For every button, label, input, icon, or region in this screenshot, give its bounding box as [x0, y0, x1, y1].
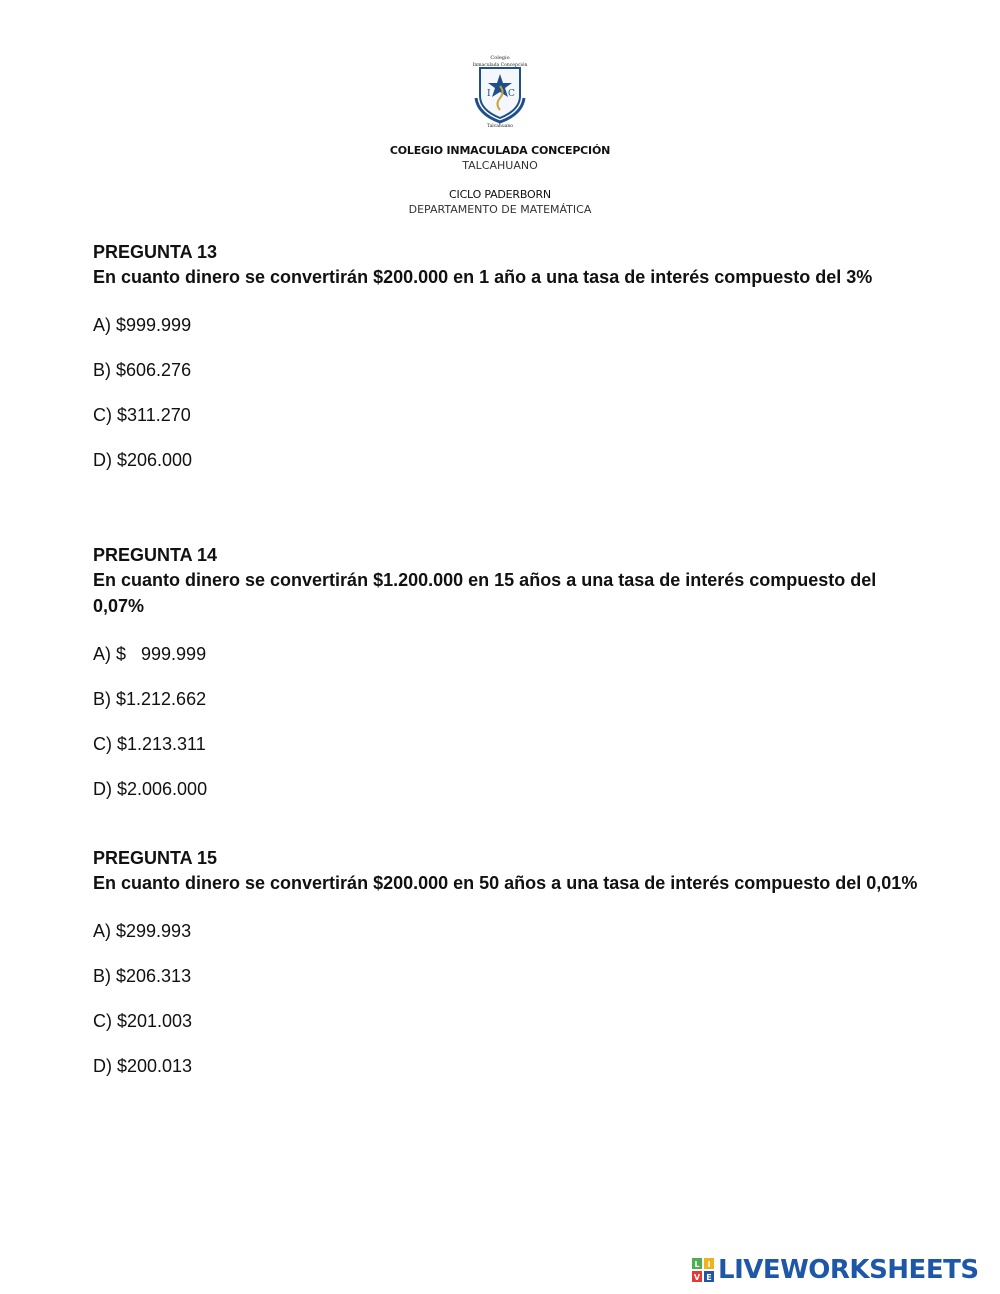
answer-option-b[interactable]: B) $206.313: [93, 966, 192, 986]
answer-option-a[interactable]: A) $999.999: [93, 315, 192, 335]
question-title: PREGUNTA 15: [93, 848, 218, 868]
answer-options: [93, 314, 923, 471]
svg-text:I: I: [487, 89, 491, 99]
liveworksheets-brand: [692, 1253, 979, 1287]
department-name: DEPARTAMENTO DE MATEMÁTICA: [408, 203, 592, 216]
answer-option-c[interactable]: C) $1.213.311: [93, 734, 206, 754]
svg-text:E: E: [706, 1273, 712, 1282]
svg-text:I: I: [707, 1260, 711, 1269]
answer-option-a[interactable]: A) $299.993: [93, 921, 192, 941]
question-13: [93, 240, 923, 494]
answer-option-b[interactable]: B) $1.212.662: [93, 689, 207, 709]
svg-text:Inmaculada Concepción: Inmaculada Concepción: [472, 63, 528, 68]
question-title: PREGUNTA 14: [93, 545, 218, 565]
document-header: [0, 52, 1000, 216]
school-city: TALCAHUANO: [462, 159, 538, 172]
answer-option-c[interactable]: C) $201.003: [93, 1011, 193, 1031]
question-text: En cuanto dinero se convertirán $1.200.000 en 15 años a una tasa de interés compuesto del 0,07%: [93, 570, 877, 616]
answer-option-d[interactable]: D) $2.006.000: [93, 779, 208, 799]
answer-option-d[interactable]: D) $206.000: [93, 450, 193, 470]
question-text: En cuanto dinero se convertirán $200.000 en 1 año a una tasa de interés compuesto del 3%: [93, 267, 873, 287]
svg-text:V: V: [693, 1273, 701, 1282]
school-crest-logo: [472, 52, 528, 128]
question-text: En cuanto dinero se convertirán $200.000 en 50 años a una tasa de interés compuesto del 0,01%: [93, 873, 918, 893]
answer-option-b[interactable]: B) $606.276: [93, 360, 192, 380]
svg-text:L: L: [694, 1260, 700, 1269]
cycle-name: CICLO PADERBORN: [449, 188, 551, 201]
liveworksheets-brand-text: LIVEWORKSHEETS: [718, 1255, 979, 1285]
svg-text:Colegio: Colegio: [490, 55, 510, 61]
answer-options: [93, 920, 923, 1077]
answer-option-d[interactable]: D) $200.013: [93, 1056, 193, 1076]
answer-option-c[interactable]: C) $311.270: [93, 405, 191, 425]
question-15: [93, 846, 923, 1100]
answer-options: [93, 643, 923, 800]
question-14: [93, 543, 923, 823]
liveworksheets-mark-icon: [692, 1258, 714, 1282]
svg-text:Talcahuano: Talcahuano: [486, 124, 514, 128]
svg-text:C: C: [508, 89, 515, 99]
question-title: PREGUNTA 13: [93, 242, 218, 262]
school-name: COLEGIO INMACULADA CONCEPCIÓN: [389, 144, 611, 157]
answer-option-a[interactable]: A) $ 999.999: [93, 644, 207, 664]
